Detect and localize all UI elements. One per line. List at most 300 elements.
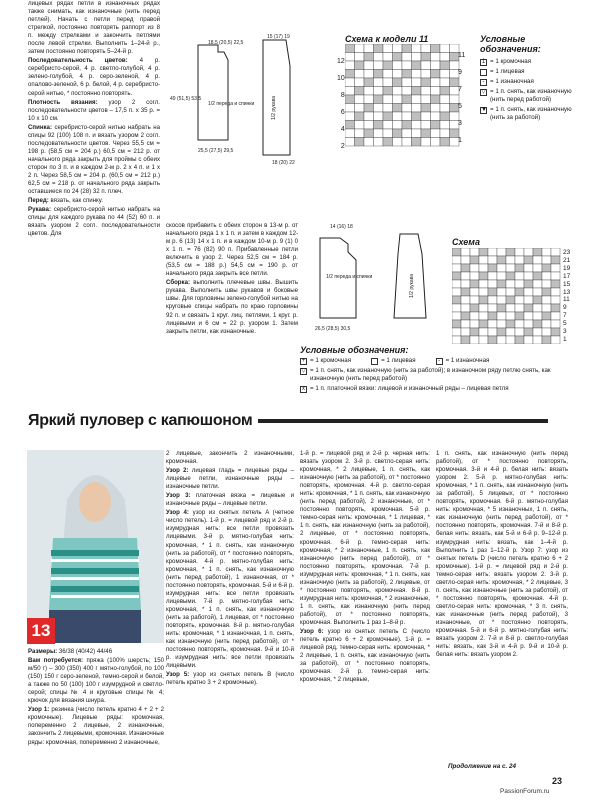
chart-cell <box>440 70 450 79</box>
chart-cell <box>374 121 384 130</box>
front-text: вязать, как спинку. <box>50 197 103 205</box>
chart-cell <box>470 328 479 336</box>
chart-cell <box>461 304 470 312</box>
chart-cell <box>421 78 431 87</box>
dim-label-7: 26,5 (28,5) 30,5 <box>315 326 351 332</box>
chart-cell <box>345 70 355 79</box>
chart-cell <box>355 70 365 79</box>
chart-cell <box>431 138 441 147</box>
chart-cell <box>533 256 542 264</box>
legend-1-item: = 1 лицевая <box>480 68 572 76</box>
chart-cell <box>470 288 479 296</box>
pattern-2-label: Узор 2: <box>166 467 189 475</box>
legend-2-item: = 1 лицевая <box>371 357 415 365</box>
purl-stitch-icon: - <box>480 79 487 86</box>
sleeve-label-2: 1/2 рукава <box>409 273 415 298</box>
chart-cell <box>470 336 479 344</box>
knit-stitch-icon <box>480 69 487 76</box>
chart-cell <box>542 256 551 264</box>
chart-cell <box>402 121 412 130</box>
stitch-chart-2 <box>452 248 562 344</box>
chart-cell <box>497 264 506 272</box>
bottom-col-a <box>28 648 164 748</box>
chart-cell <box>488 272 497 280</box>
chart-cell <box>506 280 515 288</box>
chart-cell <box>515 320 524 328</box>
chart-cell <box>479 280 488 288</box>
chart-cell <box>393 87 403 96</box>
sizes-text: 36/38 (40/42) 44/46 <box>58 648 113 655</box>
chart-cell <box>470 248 479 256</box>
chart-cell <box>393 70 403 79</box>
chart-cell <box>452 280 461 288</box>
chart-cell <box>497 328 506 336</box>
chart-cell <box>497 296 506 304</box>
chart-cell <box>412 70 422 79</box>
chart-cell <box>383 61 393 70</box>
chart-cell <box>533 288 542 296</box>
chart-cell <box>479 328 488 336</box>
chart-cell <box>402 78 412 87</box>
half-front-label-2: 1/2 переда и спинки <box>326 274 373 280</box>
legend-1-item: ▽ = 1 п. снять, как изнаночную (нить перед работой) <box>481 88 572 103</box>
pattern-4-text: узор из снятых петель A (четное число петель). 1-й р. = лицевой ряд и 2-й р. изумрудная нить: все петли провязать лицевыми. 3-й р. мятно-голубая нить: кромочная, * 1 п. снять, как изнаночную (нить за работой), от * постоянно повторять, кромочная. 4-й р. мятно-голубая нить: кромочная, * 1 п. снять, как изнаночную (нить перед работой), 1 изнаночная, от * постоянно повторять, кромочная. 5-й и 6-й р. изумрудная нить: все петли провязать лицевыми. 7-й р. мятно-голубая нить: кромочная, * 1 п. снять, как изнаночную (нить за работой), 1 лицевая, от * постоянно повторять, кромочная. 8-й р. мятно-голубая нить: кромочная, * 1 изнаночная, 1 п. снять, как изнаночную (нить перед работой), от * постоянно повторять, кромочная. 9-й и 10-й р. изумрудная нить: все петли провязать лицевыми. <box>166 509 294 670</box>
legend-2-item: ▽ = 1 п. снять, как изнаночную (нить за работой); в изнаночном ряду петлю снять, как изнаночную (нить перед работой) <box>301 367 551 382</box>
chart-cell <box>479 288 488 296</box>
chart-cell <box>412 44 422 53</box>
chart-cell <box>374 61 384 70</box>
site-watermark: PassionForum.ru <box>500 788 550 795</box>
chart-cell <box>533 264 542 272</box>
chart-cell <box>374 53 384 62</box>
chart-cell <box>542 248 551 256</box>
pattern-4-label: Узор 4: <box>166 509 189 517</box>
chart-cell <box>421 138 431 147</box>
bottom-col-d <box>436 450 568 660</box>
chart-cell <box>355 87 365 96</box>
chart-cell <box>461 312 470 320</box>
chart-cell <box>364 70 374 79</box>
pattern-2-text: лицевая гладь = лицевые ряды – лицевые петли, изнаночные ряды – изнаночные петли. <box>166 467 295 491</box>
chart-cell <box>461 272 470 280</box>
chart-cell <box>479 264 488 272</box>
chart-cell <box>533 336 542 344</box>
chart-cell <box>393 53 403 62</box>
chart-cell <box>402 129 412 138</box>
chart-cell <box>488 264 497 272</box>
chart-cell <box>355 61 365 70</box>
chart-cell <box>506 288 515 296</box>
chart-cell <box>479 256 488 264</box>
chart-cell <box>383 53 393 62</box>
legend-2-item: x = 1 п. платочной вязки: лицевой и изнаночный ряды – лицевая петля <box>302 385 509 392</box>
chart-cell <box>374 138 384 147</box>
chart-cell <box>345 44 355 53</box>
chart-cell <box>515 264 524 272</box>
continued-note: Продолжение на с. 24 <box>448 763 516 770</box>
chart-cell <box>470 272 479 280</box>
chart-cell <box>470 320 479 328</box>
model-photo <box>27 450 164 643</box>
chart-cell <box>488 296 497 304</box>
chart-cell <box>542 288 551 296</box>
chart-cell <box>542 336 551 344</box>
chart-cell <box>479 248 488 256</box>
chart-cell <box>452 296 461 304</box>
chart-cell <box>440 44 450 53</box>
chart-cell <box>355 95 365 104</box>
back-text: серебристо-серой нитью набрать на спицы 92 (100) 108 п. и вязать узором 2 согл. последовательности цветов. Через 55,5 см = 198 р. (58,5 см = 204 р.) 60,5 см = 212 р. от начального ряда закрыть для проймы с обеих сторон по 3 п. и в каждом 2-м р. 2 x 4 п. и 1 x 2 п. Через 58,5 см = 204 р. (60,5 см = 212 р.) 62,5 см = 218 р. от начального ряда закрыть оставшиеся по 24 (28) 32 п. плеч. <box>28 123 160 196</box>
chart-cell <box>374 112 384 121</box>
schema-1-row-numbers: 11 9 7 5 3 1 <box>458 52 466 144</box>
chart-cell <box>470 304 479 312</box>
chart-cell <box>374 129 384 138</box>
chart-cell <box>533 304 542 312</box>
chart-cell <box>345 87 355 96</box>
chart-cell <box>470 256 479 264</box>
pattern-3-text: платочная вязка = лицевые и изнаночные ряды – лицевые петли. <box>166 492 295 508</box>
chart-cell <box>479 320 488 328</box>
chart-cell <box>393 61 403 70</box>
chart-cell <box>524 320 533 328</box>
chart-cell <box>524 304 533 312</box>
chart-cell <box>431 78 441 87</box>
chart-cell <box>421 53 431 62</box>
chart-cell <box>497 280 506 288</box>
chart-cell <box>421 61 431 70</box>
dim-label-5: 18 (20) 22 <box>272 160 295 166</box>
chart-cell <box>551 296 560 304</box>
chart-cell <box>393 121 403 130</box>
chart-cell <box>461 248 470 256</box>
chart-cell <box>488 288 497 296</box>
chart-cell <box>431 95 441 104</box>
chart-cell <box>412 112 422 121</box>
chart-cell <box>364 78 374 87</box>
chart-cell <box>461 280 470 288</box>
chart-cell <box>345 78 355 87</box>
pattern-6-text: узор из снятых петель C (число петель кратно 6 + 2 кромочные). 1-й р. = лицевой ряд, темно-серая нить: кромочная, * 2 лицевые, 1 п. снять, как изнаночную (нить за работой), от * постоянно повторять, кромочная. 2-й р. темно-серая нить: кромочная, * 2 лицевые, <box>300 628 430 684</box>
chart-cell <box>402 138 412 147</box>
chart-cell <box>345 95 355 104</box>
legend-1-title: Условные обозначения: <box>480 34 541 54</box>
chart-cell <box>364 53 374 62</box>
chart-cell <box>383 104 393 113</box>
chart-cell <box>402 95 412 104</box>
garment-schematic-1 <box>168 30 330 170</box>
chart-cell <box>533 272 542 280</box>
chart-cell <box>364 104 374 113</box>
chart-cell <box>355 104 365 113</box>
chart-cell <box>461 296 470 304</box>
chart-cell <box>452 320 461 328</box>
chart-cell <box>452 336 461 344</box>
chart-cell <box>488 280 497 288</box>
chart-cell <box>461 328 470 336</box>
chart-cell <box>402 112 412 121</box>
chart-cell <box>364 112 374 121</box>
slip-front-icon: ▽ <box>481 89 486 95</box>
garter-stitch-icon: x <box>302 386 305 392</box>
schema-2-row-numbers: 23 21 19 17 15 13 11 9 7 5 3 1 <box>563 249 571 343</box>
chart-cell <box>479 304 488 312</box>
pattern-5-cont: 1-й р. = лицевой ряд и 2-й р. черная нить: вязать узором 2. 3-й р. светло-серая нить: кромочная, * 2 лицевые, 1 п. снять, как изнаночную (нить за работой), от * постоянно повторять, кромочная. 4-й р. светло-серая нить: кромочная, * 1 п. снять, как изнаночную (нить перед работой), 2 изнаночные, от * постоянно повторять, кромочная. 5-й р. темно-серая нить: кромочная, * 1 лицевая, * 1 п. снять, как изнаночную (нить за работой), 2 лицевые, от * постоянно повторять, кромочная. 6-й р. темно-серая нить: кромочная, * 2 изнаночные, 1 п. снять, как изнаночную (нить перед работой), от * постоянно повторять, кромочная. 7-й р. изумрудная нить: кромочная, * 1 п. снять, как изнаночную (нить за работой), 2 лицевые, от * постоянно повторять, кромочная. 8-й р. изумрудная нить: кромочная, * 2 изнаночные, 1 п. снять, как изнаночную (нить перед работой), от * постоянно повторять, кромочная. Выполнить 1 раз 1–8-й р. <box>300 450 430 626</box>
chart-cell <box>364 121 374 130</box>
chart-cell <box>355 129 365 138</box>
chart-cell <box>506 336 515 344</box>
chart-cell <box>364 61 374 70</box>
chart-cell <box>402 104 412 113</box>
chart-cell <box>355 53 365 62</box>
chart-cell <box>497 336 506 344</box>
chart-cell <box>412 121 422 130</box>
chart-cell <box>412 129 422 138</box>
chart-cell <box>431 44 441 53</box>
chart-cell <box>452 264 461 272</box>
chart-cell <box>524 280 533 288</box>
chart-cell <box>383 70 393 79</box>
chart-cell <box>355 112 365 121</box>
chart-cell <box>488 312 497 320</box>
chart-cell <box>542 264 551 272</box>
chart-cell <box>461 336 470 344</box>
assembly-label: Сборка: <box>166 279 190 287</box>
chart-cell <box>461 320 470 328</box>
chart-cell <box>506 312 515 320</box>
sequence-text: 4 р. серебристо-серой, 4 р. светло-голубой, 4 р. зелено-голубой, 4 р. серо-зеленой, 4 р. опалово-зеленой, 6 р. белой, 4 р. серебристо-серой нитью, * постоянно повторять. <box>28 57 161 97</box>
chart-cell <box>431 61 441 70</box>
legend-2-item: + = 1 кромочная <box>301 357 352 364</box>
chart-cell <box>506 248 515 256</box>
chart-cell <box>402 61 412 70</box>
chart-cell <box>421 87 431 96</box>
chart-cell <box>431 53 441 62</box>
model-number-badge: 13 <box>27 618 55 644</box>
chart-cell <box>421 129 431 138</box>
pattern-1-text: резинка (число петель кратно 4 + 2 + 2 кромочные). Лицевые ряды: кромочная, попеременно 2 лицевые, 2 изнаночные, закончить 2 лицевыми, кромочная. Изнаночные ряды: кромочная, попеременно 2 изнаночные, <box>28 706 165 746</box>
chart-cell <box>497 320 506 328</box>
chart-cell <box>345 104 355 113</box>
chart-cell <box>383 129 393 138</box>
legend-1-item: - = 1 изнаночная <box>480 78 572 86</box>
chart-cell <box>431 112 441 121</box>
chart-cell <box>374 44 384 53</box>
chart-cell <box>402 44 412 53</box>
chart-cell <box>383 78 393 87</box>
chart-cell <box>431 87 441 96</box>
knit-stitch-icon <box>371 358 378 365</box>
chart-cell <box>515 256 524 264</box>
pattern-6-cont: 1 п. снять, как изнаночную (нить перед работой), от * постоянно повторять, кромочная. 3-й и 4-й р. белая нить: вязать узором 2. 5-й р. мятно-голубая нить: кромочная, * 1 п. снять, как изнаночную (нить за работой), 5 лицевых, от * постоянно повторять, кромочная. 6-й р. мятно-голубая нить: кромочная, * 5 изнаночных, 1 п. снять, как изнаночную (нить перед работой), от * постоянно повторять, кромочная. 7-й и 8-й р. белая нить: вязать, как 5-й и 6-й р. 9–12-й р. изумрудная нить: вязать, как 1–4-й р. Выполнить 1 раз 1–12-й р. Узор 7: узор из снятых петель D (число петель кратно 6 + 2 кромочные). 1-й р. = лицевой ряд и 2-й р. темно-серая нить: вязать узором 2. 3-й р. светло-серая нить: кромочная, * 2 лицевые, 3 п. снять, как изнаночные (нить за работой), от * постоянно повторять, кромочная. 4-й р. светло-серая нить: кромочная, * 3 п. снять, как изнаночные (нить перед работой), 3 изнаночные, от * постоянно повторять, кромочная. 5-й и 6-й р. мятно-голубая нить: вязать узором 2. 7-й и 8-й р. светло-голубая нить: вязать, как 3-й и 4-й р. 9-й и 10-й р. белая нить: вязать узором 2. <box>436 450 568 659</box>
chart-cell <box>452 288 461 296</box>
bottom-col-b <box>166 450 294 688</box>
chart-cell <box>515 272 524 280</box>
chart-cell <box>533 320 542 328</box>
half-front-label: 1/2 переда и спинки <box>208 101 255 107</box>
chart-cell <box>506 304 515 312</box>
dim-label-3: 25,5 (27,5) 29,5 <box>198 148 234 154</box>
chart-cell <box>506 264 515 272</box>
chart-cell <box>551 312 560 320</box>
chart-cell <box>393 112 403 121</box>
chart-cell <box>452 272 461 280</box>
chart-cell <box>383 87 393 96</box>
increases-text: скосов прибавить с обеих сторон в 13-м р. от начального ряда 1 x 1 п. и затем в каждом 12-м р. 6 (13) 14 x 1 п. и в каждом 10-м р. 9 (1) 0 x 1 п. = 76 (82) 90 п. Прибавленные петли включить в узор 2. Через 52,5 см = 184 р. (53,5 см = 188 р.) 54,5 см = 190 р. от начального ряда закрыть все петли. <box>166 222 298 278</box>
chart-cell <box>412 87 422 96</box>
chart-cell <box>421 112 431 121</box>
chart-cell <box>506 320 515 328</box>
chart-cell <box>431 104 441 113</box>
chart-cell <box>345 138 355 147</box>
chart-cell <box>355 121 365 130</box>
slip-stitch-icon: ▽ <box>301 368 306 374</box>
chart-cell <box>364 129 374 138</box>
chart-cell <box>440 87 450 96</box>
chart-cell <box>488 248 497 256</box>
chart-cell <box>440 78 450 87</box>
chart-cell <box>524 336 533 344</box>
materials-label: Вам потребуется: <box>28 657 84 665</box>
edge-stitch-icon: 1 <box>481 59 486 65</box>
chart-cell <box>551 336 560 344</box>
chart-cell <box>440 61 450 70</box>
chart-cell <box>412 95 422 104</box>
pattern-6-label: Узор 6: <box>300 628 324 636</box>
article-heading <box>28 412 548 430</box>
chart-cell <box>452 312 461 320</box>
pattern-1-cont: 2 лицевые, закончить 2 изнаночными, кромочная. <box>166 450 294 466</box>
schema-1-title: Схема к модели 11 <box>345 34 429 44</box>
pattern-1-label: Узор 1: <box>28 706 50 714</box>
purl-stitch-icon: - <box>436 358 443 365</box>
chart-cell <box>345 129 355 138</box>
chart-cell <box>421 121 431 130</box>
chart-cell <box>440 53 450 62</box>
chart-cell <box>506 328 515 336</box>
chart-cell <box>355 44 365 53</box>
chart-cell <box>345 121 355 130</box>
instructions-text: лицевых рядах петли в изнаночных рядах также снимать, как изнаночные (нить перед петлей). Начать с петли перед правой стрелкой, постоянно повторять раппорт из 8 п. между стрелками и закончить петлями после левой стрелки. Выполнить 1–24-й р., затем постоянно повторять 5–24-й р. <box>28 0 160 56</box>
hooded-sweater-illustration <box>27 450 164 643</box>
sleeves-text: серебристо-серой нитью набрать на спицы для каждого рукава по 44 (52) 60 п. и вязать узором 2 согл. последовательности цветов. Для <box>28 206 160 238</box>
materials-text: пряжа (100% шерсть; 150 м/50 г) – 300 (350) 400 г мятно-голубой, по 100 (150) 150 г серо-зеленой, темно-серой и белой, а также по 50 (100) 100 г изумрудной и светло-серой; спицы № 4 и круговые спицы № 4; крючок для вязания шнура. <box>28 657 164 705</box>
chart-cell <box>461 264 470 272</box>
chart-cell <box>533 248 542 256</box>
chart-cell <box>542 296 551 304</box>
chart-cell <box>479 272 488 280</box>
chart-cell <box>393 104 403 113</box>
chart-cell <box>470 312 479 320</box>
chart-cell <box>497 312 506 320</box>
assembly-text: выполнить плечевые швы. Вышить рукава. Выполнить швы рукавов и боковые швы. Для горловины зелено-голубой нитью на круговые спицы набрать по краю горловины 92 п. и связать 1 круг. лиц. петлями, 1 круг. р. лицевыми и 6 см = 22 р. узором 1. Затем закрыть петли, как изнаночные. <box>166 279 298 335</box>
chart-cell <box>440 138 450 147</box>
density-text: узор 2 согл. последовательности цветов – 17,5 п. x 35 р. = 10 x 10 см. <box>28 98 160 122</box>
chart-cell <box>533 328 542 336</box>
chart-cell <box>506 296 515 304</box>
chart-cell <box>452 256 461 264</box>
chart-cell <box>461 288 470 296</box>
chart-cell <box>515 328 524 336</box>
pattern-3-label: Узор 3: <box>166 492 191 500</box>
chart-cell <box>488 320 497 328</box>
chart-cell <box>440 121 450 130</box>
chart-cell <box>497 272 506 280</box>
chart-cell <box>393 129 403 138</box>
chart-cell <box>542 312 551 320</box>
sizes-label: Размеры: <box>28 648 58 655</box>
sleeve-label: 1/2 рукава <box>271 95 277 120</box>
chart-cell <box>421 104 431 113</box>
chart-cell <box>506 256 515 264</box>
chart-cell <box>551 320 560 328</box>
chart-cell <box>393 95 403 104</box>
chart-cell <box>412 53 422 62</box>
chart-cell <box>479 296 488 304</box>
chart-cell <box>470 280 479 288</box>
dim-label-6: 14 (16) 18 <box>330 224 353 230</box>
chart-cell <box>470 264 479 272</box>
chart-cell <box>479 336 488 344</box>
chart-cell <box>355 138 365 147</box>
chart-cell <box>497 256 506 264</box>
chart-cell <box>524 288 533 296</box>
chart-cell <box>402 53 412 62</box>
chart-cell <box>393 78 403 87</box>
edge-stitch-icon: + <box>301 358 306 364</box>
chart-cell <box>542 304 551 312</box>
density-label: Плотность вязания: <box>28 98 98 106</box>
heading-rule <box>258 419 548 423</box>
dim-label-4: 15 (17) 19 <box>267 34 290 40</box>
chart-cell <box>515 336 524 344</box>
legend-2-item: - = 1 изнаночная <box>436 357 490 365</box>
chart-cell <box>440 129 450 138</box>
chart-cell <box>355 78 365 87</box>
chart-cell <box>533 312 542 320</box>
chart-cell <box>374 95 384 104</box>
chart-cell <box>383 112 393 121</box>
chart-cell <box>515 280 524 288</box>
chart-cell <box>431 70 441 79</box>
chart-cell <box>506 272 515 280</box>
chart-cell <box>364 44 374 53</box>
chart-cell <box>421 70 431 79</box>
chart-cell <box>383 44 393 53</box>
chart-cell <box>515 312 524 320</box>
chart-cell <box>470 296 479 304</box>
chart-cell <box>383 138 393 147</box>
chart-cell <box>551 288 560 296</box>
garment-schematic-2 <box>300 218 450 344</box>
chart-cell <box>393 138 403 147</box>
legend-1-item: 1 = 1 кромочная <box>481 58 532 65</box>
chart-cell <box>345 112 355 121</box>
chart-cell <box>374 78 384 87</box>
chart-cell <box>524 256 533 264</box>
legend-1-item: ▼ = 1 п. снять, как изнаночную (нить за работой) <box>481 106 572 121</box>
chart-cell <box>440 112 450 121</box>
chart-cell <box>524 312 533 320</box>
chart-cell <box>412 61 422 70</box>
chart-cell <box>488 336 497 344</box>
chart-cell <box>542 280 551 288</box>
chart-cell <box>515 296 524 304</box>
chart-cell <box>551 328 560 336</box>
chart-cell <box>551 272 560 280</box>
chart-cell <box>412 78 422 87</box>
chart-cell <box>431 121 441 130</box>
top-left-column <box>28 0 160 239</box>
